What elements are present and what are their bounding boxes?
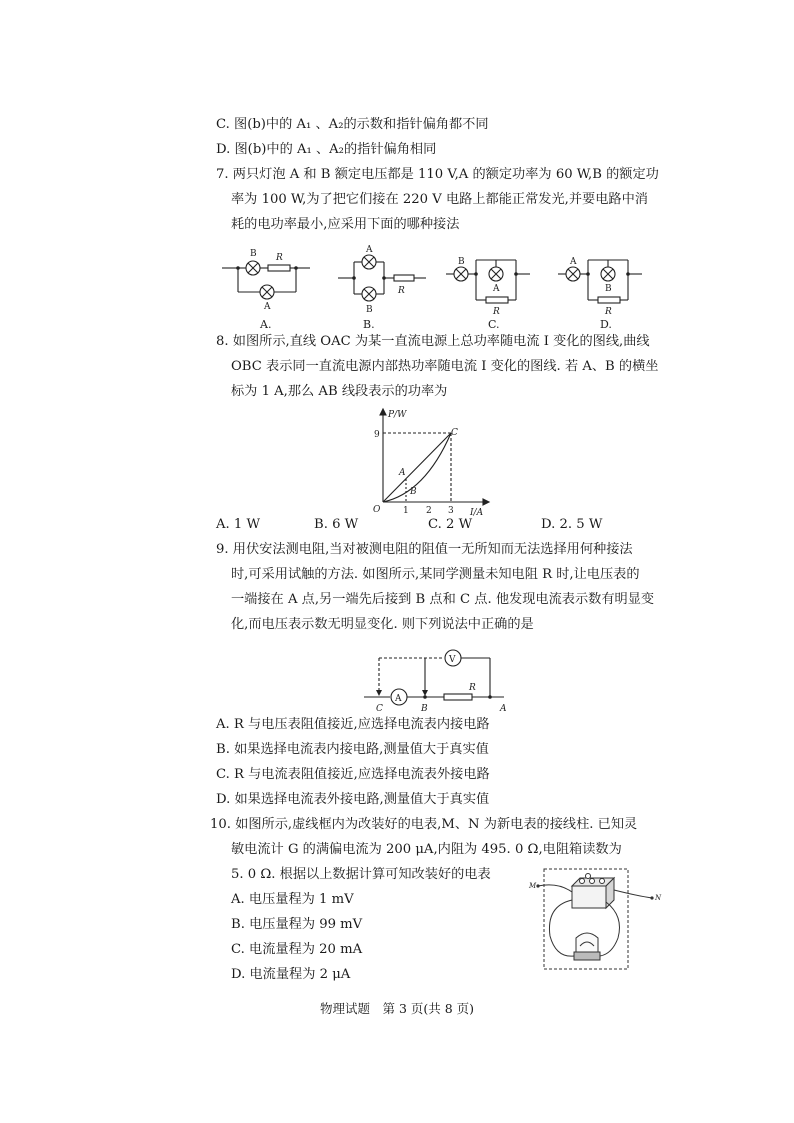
q6-option-d: D. 图(b)中的 A₁ 、A₂的指针偏角相同 bbox=[216, 142, 437, 157]
q7-circuits-figure bbox=[220, 240, 650, 332]
q7a-label-b: B bbox=[250, 249, 257, 259]
q9-ammeter-symbol: A bbox=[395, 694, 402, 704]
q8-origin-label: O bbox=[373, 505, 381, 515]
q8-x-axis-label: I/A bbox=[470, 508, 484, 518]
q8-stem-line-1: 8. 如图所示,直线 OAC 为某一直流电源上总功率随电流 I 变化的图线,曲线 bbox=[216, 334, 650, 349]
q9-circuit-figure bbox=[362, 640, 512, 715]
q6-option-c: C. 图(b)中的 A₁ 、A₂的示数和指针偏角都不同 bbox=[216, 117, 489, 132]
q10-option-a: A. 电压量程为 1 mV bbox=[231, 892, 354, 907]
q9-stem-line-1: 9. 用伏安法测电阻,当对被测电阻的阻值一无所知而无法选择用何种接法 bbox=[216, 542, 633, 557]
q8-y-axis-label: P/W bbox=[388, 410, 407, 420]
q7a-label-r: R bbox=[276, 253, 283, 263]
q9-stem-line-2: 时,可采用试触的方法. 如图所示,某同学测量未知电阻 R 时,让电压表的 bbox=[231, 567, 640, 582]
q8-option-b: B. 6 W bbox=[314, 517, 359, 532]
q7-option-c: C. bbox=[488, 318, 500, 331]
q9-stem-line-3: 一端接在 A 点,另一端先后接到 B 点和 C 点. 他发现电流表示数有明显变 bbox=[231, 592, 655, 607]
q9-point-c: C bbox=[376, 704, 383, 714]
q8-x-tick-2: 2 bbox=[426, 506, 432, 516]
q7c-label-a: A bbox=[493, 284, 500, 294]
q10-option-d: D. 电流量程为 2 μA bbox=[231, 967, 351, 982]
q9-option-a: A. R 与电压表阻值接近,应选择电流表内接电路 bbox=[216, 717, 490, 732]
q9-resistor-label: R bbox=[469, 683, 476, 693]
q7-stem-line-1: 7. 两只灯泡 A 和 B 额定电压都是 110 V,A 的额定功率为 60 W,B 的额定功 bbox=[216, 167, 659, 182]
q10-stem-line-3: 5. 0 Ω. 根据以上数据计算可知改装好的电表 bbox=[231, 867, 491, 882]
q7-option-b: B. bbox=[363, 318, 375, 331]
q10-stem-line-2: 敏电流计 G 的满偏电流为 200 μA,内阻为 495. 0 Ω,电阻箱读数为 bbox=[231, 842, 622, 857]
q7c-label-b: B bbox=[458, 257, 465, 267]
q10-option-c: C. 电流量程为 20 mA bbox=[231, 942, 363, 957]
q7b-label-a: A bbox=[366, 245, 373, 255]
q10-terminal-n: N bbox=[655, 894, 662, 902]
q8-y-tick-9: 9 bbox=[374, 430, 380, 440]
q8-stem-line-2: OBC 表示同一直流电源内部热功率随电流 I 变化的图线. 若 A、B 的横坐 bbox=[231, 359, 659, 374]
q8-x-tick-3: 3 bbox=[448, 506, 454, 516]
page-footer: 物理试题 第 3 页(共 8 页) bbox=[319, 1001, 475, 1016]
q9-point-b: B bbox=[421, 704, 428, 714]
q7b-label-r: R bbox=[398, 286, 405, 296]
q10-meter-photo-figure bbox=[528, 866, 663, 972]
q10-terminal-m: M bbox=[529, 882, 537, 890]
q8-option-a: A. 1 W bbox=[216, 517, 261, 532]
q8-point-b: B bbox=[410, 487, 417, 497]
q10-option-b: B. 电压量程为 99 mV bbox=[231, 917, 363, 932]
q9-voltmeter-symbol: V bbox=[449, 655, 456, 665]
q7-stem-line-2: 率为 100 W,为了把它们接在 220 V 电路上都能正常发光,并要电路中消 bbox=[231, 192, 648, 207]
q9-point-a: A bbox=[500, 704, 507, 714]
q8-point-c: C bbox=[451, 428, 458, 438]
q8-option-d: D. 2. 5 W bbox=[541, 517, 603, 532]
q9-option-d: D. 如果选择电流表外接电路,测量值大于真实值 bbox=[216, 792, 490, 807]
q8-option-c: C. 2 W bbox=[428, 517, 473, 532]
q7b-label-b: B bbox=[366, 305, 373, 315]
q7d-label-r: R bbox=[605, 307, 612, 317]
q7-option-d: D. bbox=[600, 318, 612, 331]
q7c-label-r: R bbox=[493, 307, 500, 317]
q9-stem-line-4: 化,而电压表示数无明显变化. 则下列说法中正确的是 bbox=[231, 617, 534, 632]
q7-stem-line-3: 耗的电功率最小,应采用下面的哪种接法 bbox=[231, 217, 460, 232]
q8-stem-line-3: 标为 1 A,那么 AB 线段表示的功率为 bbox=[231, 384, 448, 399]
q8-point-a: A bbox=[399, 468, 406, 478]
q9-option-c: C. R 与电流表阻值接近,应选择电流表外接电路 bbox=[216, 767, 490, 782]
q7a-label-a: A bbox=[264, 302, 271, 312]
q10-stem-line-1: 10. 如图所示,虚线框内为改装好的电表,M、N 为新电表的接线柱. 已知灵 bbox=[210, 817, 638, 832]
q7d-label-b: B bbox=[605, 284, 612, 294]
q9-option-b: B. 如果选择电流表内接电路,测量值大于真实值 bbox=[216, 742, 489, 757]
q8-power-graph bbox=[365, 405, 495, 520]
q7-option-a: A. bbox=[260, 318, 272, 331]
q8-x-tick-1: 1 bbox=[403, 506, 409, 516]
q7d-label-a: A bbox=[570, 257, 577, 267]
